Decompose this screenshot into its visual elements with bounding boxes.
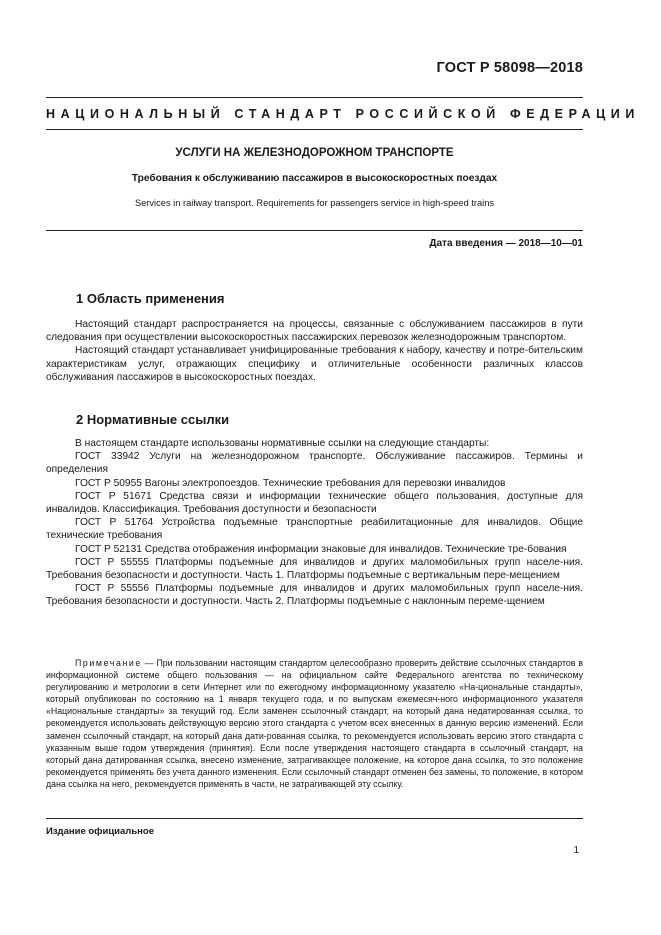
section-2-intro: В настоящем стандарте использованы нормативные ссылки на следующие стандарты: [75, 438, 490, 449]
note-label: Примечание [75, 658, 142, 668]
edition-label: Издание официальное [46, 826, 154, 837]
reference-item: ГОСТ 33942 Услуги на железнодорожном транспорте. Обслуживание пассажиров. Термины и определения [46, 451, 583, 476]
reference-item: ГОСТ Р 51671 Средства связи и информации технические общего пользования, доступные для инвалидов. Классификация. Требования доступности и безопасности [46, 490, 583, 516]
standard-title: УСЛУГИ НА ЖЕЛЕЗНОДОРОЖНОМ ТРАНСПОРТЕ [175, 147, 454, 159]
english-title: Services in railway transport. Requirements for passengers service in high-speed trains [134, 198, 495, 208]
title-divider [46, 230, 583, 231]
section-1-paragraph: Настоящий стандарт устанавливает унифицированные требования к набору, качеству и потре-бительским характеристикам услуг, отражающих специфику и отличительные особенности различных классов обслуживания пассажиров в высокоскоростных поездах. [46, 345, 583, 383]
reference-item: ГОСТ Р 50955 Вагоны электропоездов. Технические требования для перевозки инвалидов [75, 477, 506, 489]
reference-item: ГОСТ Р 55555 Платформы подъемные для инвалидов и других маломобильных групп населе-ния. Требования безопасности и доступности. Часть 1. Платформы подъемные с вертикальным пере-мещением [46, 556, 583, 582]
reference-item: ГОСТ Р 51764 Устройства подъемные транспортные реабилитационные для инвалидов. Общие технические требования [46, 517, 583, 542]
reference-item: ГОСТ Р 52131 Средства отображения информации знаковые для инвалидов. Технические тре-бования [75, 543, 567, 555]
section-1-heading: 1 Область применения [76, 291, 225, 306]
banner-divider [46, 129, 583, 130]
note-block [46, 657, 583, 790]
standard-subtitle: Требования к обслуживанию пассажиров в высокоскоростных поездах [131, 173, 498, 184]
page-number: 1 [573, 845, 579, 856]
introduction-date: Дата введения — 2018—10—01 [429, 238, 583, 249]
document-number: ГОСТ Р 58098—2018 [436, 60, 583, 76]
footer-divider [46, 818, 583, 819]
section-2-heading: 2 Нормативные ссылки [76, 412, 230, 427]
note-text: — При пользовании настоящим стандартом целесообразно проверить действие ссылочных стандартов в информационной системе общего пользования — на официальном сайте Федерального агентства по техническому регулированию и метрологии в сети Интернет или по ежегодному информационному указателю «На-циональные стандарты», который опубликован по состоянию на 1 января текущего года, и по выпускам ежемесяч-ного информационного указателя «Национальные стандарты» за текущий год. Если заменен ссылочный стандарт, на который дана недатированная ссылка, то рекомендуется использовать действующую версию этого стандарта с учетом всех внесенных в данную версию изменений. Если заменен ссылочный стандарт, на который дана дати-рованная ссылка, то рекомендуется использовать версию этого стандарта с указанным выше годом утверждения (принятия). Если после утверждения настоящего стандарта в ссылочный стандарт, на который дана датированная ссылка, внесено изменение, затрагивающее положение, на которое дана ссылка, то это положение рекомендуется применять без учета данного изменения. Если ссылочный стандарт отменен без замены, то положение, в котором дана ссылка на него, рекомендуется применять в части, не затрагивающей эту ссылку. [46, 658, 583, 789]
section-1-paragraph: Настоящий стандарт распространяется на процессы, связанные с обслуживанием пассажиров в пути следования при осуществлении высокоскоростных пассажирских перевозок железнодорожным транспортом. [46, 319, 583, 344]
section-1-body [46, 318, 583, 384]
reference-item: ГОСТ Р 55556 Платформы подъемные для инвалидов и других маломобильных групп населе-ния. Требования безопасности и доступности. Часть 2. Платформы подъемные с наклонным переме-щением [46, 583, 583, 608]
top-divider [46, 97, 583, 98]
national-standard-banner: НАЦИОНАЛЬНЫЙ СТАНДАРТ РОССИЙСКОЙ ФЕДЕРАЦИИ [46, 107, 640, 121]
section-2-body [46, 437, 583, 609]
